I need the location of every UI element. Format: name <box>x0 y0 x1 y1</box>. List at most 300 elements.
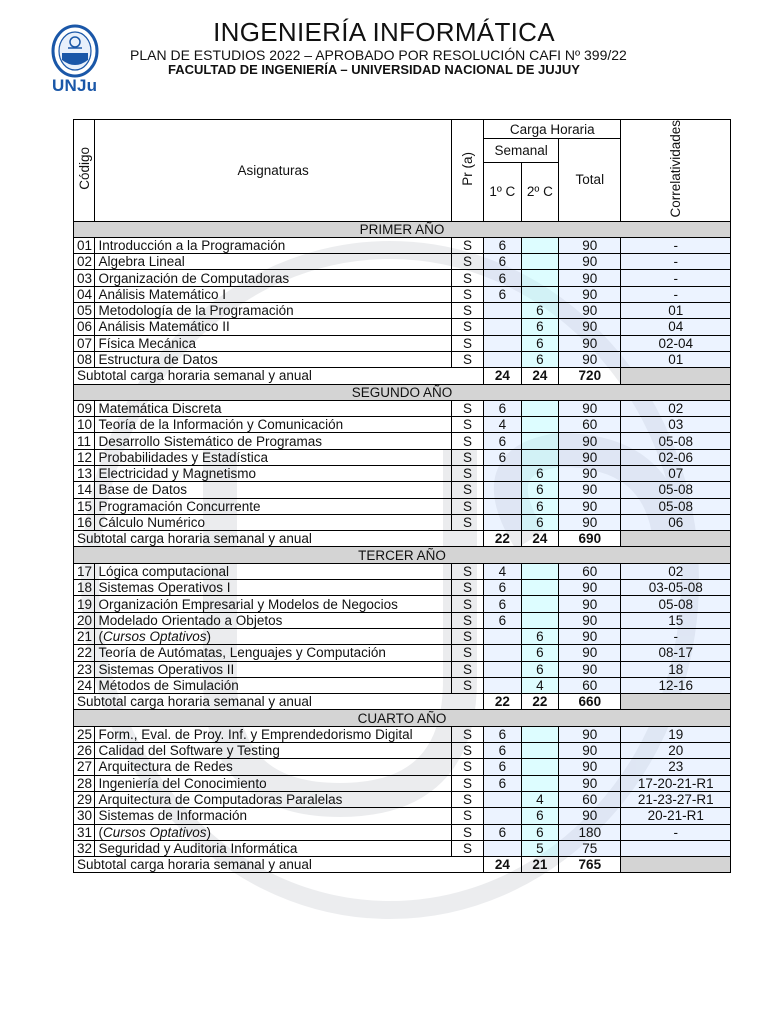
hours-total: 90 <box>559 612 621 628</box>
hours-second-term <box>521 417 559 433</box>
hours-total: 90 <box>559 319 621 335</box>
subject-correlatives: 05-08 <box>621 433 731 449</box>
subject-row <box>74 775 731 791</box>
subject-name: Arquitectura de Computadoras Paralelas <box>95 791 451 807</box>
subject-code: 27 <box>74 759 95 775</box>
subject-row <box>74 840 731 856</box>
subtotal-label: Subtotal carga horaria semanal y anual <box>74 531 484 547</box>
hours-total: 60 <box>559 791 621 807</box>
subject-pra: S <box>451 612 483 628</box>
subject-row <box>74 482 731 498</box>
hours-total: 90 <box>559 808 621 824</box>
subject-name: Metodología de la Programación <box>95 303 451 319</box>
subject-code: 32 <box>74 840 95 856</box>
subject-correlatives: 20 <box>621 743 731 759</box>
subject-correlatives: - <box>621 270 731 286</box>
year-title: TERCER AÑO <box>74 547 731 563</box>
subject-code: 11 <box>74 433 95 449</box>
hours-second-term <box>521 612 559 628</box>
subtotal-total: 765 <box>559 857 621 873</box>
subject-correlatives: 05-08 <box>621 596 731 612</box>
hours-total: 60 <box>559 417 621 433</box>
year-header-row <box>74 384 731 400</box>
hours-total: 90 <box>559 580 621 596</box>
hours-first-term: 6 <box>484 286 522 302</box>
hours-first-term: 6 <box>484 612 522 628</box>
subject-row <box>74 661 731 677</box>
hours-second-term: 6 <box>521 466 559 482</box>
hours-first-term: 6 <box>484 726 522 742</box>
subject-row <box>74 580 731 596</box>
hours-first-term: 4 <box>484 563 522 579</box>
subject-name: Modelado Orientado a Objetos <box>95 612 451 628</box>
subject-name: Análisis Matemático II <box>95 319 451 335</box>
hours-total: 90 <box>559 433 621 449</box>
hours-first-term <box>484 466 522 482</box>
subtotal-first-term: 22 <box>484 531 522 547</box>
subject-pra: S <box>451 808 483 824</box>
hours-first-term <box>484 628 522 644</box>
subject-row <box>74 743 731 759</box>
subject-row <box>74 677 731 693</box>
subject-pra: S <box>451 824 483 840</box>
subject-name: Organización Empresarial y Modelos de Negocios <box>95 596 451 612</box>
hours-first-term <box>484 661 522 677</box>
subject-code: 26 <box>74 743 95 759</box>
subject-name: Matemática Discreta <box>95 400 451 416</box>
hours-first-term <box>484 514 522 530</box>
hours-total: 90 <box>559 237 621 253</box>
subtotal-first-term: 24 <box>484 857 522 873</box>
subject-correlatives: 02-04 <box>621 335 731 351</box>
hours-first-term <box>484 319 522 335</box>
subject-correlatives: 02-06 <box>621 449 731 465</box>
faculty-subtitle: FACULTAD DE INGENIERÍA – UNIVERSIDAD NACIONAL DE JUJUY <box>168 62 580 77</box>
hours-total: 90 <box>559 335 621 351</box>
subject-pra: S <box>451 677 483 693</box>
subject-correlatives: 03-05-08 <box>621 580 731 596</box>
hours-first-term: 6 <box>484 743 522 759</box>
header-pra: Pr (a) <box>451 120 483 222</box>
hours-first-term: 6 <box>484 759 522 775</box>
hours-first-term <box>484 677 522 693</box>
subject-pra: S <box>451 319 483 335</box>
header-semanal: Semanal <box>484 139 559 163</box>
hours-second-term: 6 <box>521 303 559 319</box>
subject-row <box>74 759 731 775</box>
hours-second-term: 6 <box>521 808 559 824</box>
subject-row <box>74 628 731 644</box>
subject-code: 08 <box>74 351 95 367</box>
subject-code: 19 <box>74 596 95 612</box>
subject-code: 03 <box>74 270 95 286</box>
hours-second-term: 4 <box>521 677 559 693</box>
subject-row <box>74 303 731 319</box>
subject-pra: S <box>451 466 483 482</box>
subject-correlatives: 05-08 <box>621 498 731 514</box>
subject-pra: S <box>451 433 483 449</box>
subject-name: Base de Datos <box>95 482 451 498</box>
subject-pra: S <box>451 726 483 742</box>
subject-code: 13 <box>74 466 95 482</box>
subtotal-blank <box>621 531 731 547</box>
hours-first-term: 6 <box>484 270 522 286</box>
subject-row <box>74 417 731 433</box>
subject-code: 29 <box>74 791 95 807</box>
subject-correlatives: 04 <box>621 319 731 335</box>
hours-total: 90 <box>559 254 621 270</box>
hours-first-term <box>484 645 522 661</box>
hours-second-term: 6 <box>521 351 559 367</box>
hours-total: 90 <box>559 449 621 465</box>
subtotal-second-term: 22 <box>521 694 559 710</box>
hours-total: 90 <box>559 286 621 302</box>
subject-row <box>74 808 731 824</box>
subject-row <box>74 612 731 628</box>
hours-second-term <box>521 433 559 449</box>
subject-code: 18 <box>74 580 95 596</box>
hours-first-term <box>484 791 522 807</box>
subject-code: 21 <box>74 628 95 644</box>
subject-row <box>74 514 731 530</box>
subject-code: 30 <box>74 808 95 824</box>
subtotal-second-term: 24 <box>521 368 559 384</box>
subject-pra: S <box>451 482 483 498</box>
subject-pra: S <box>451 335 483 351</box>
subject-pra: S <box>451 400 483 416</box>
hours-second-term <box>521 286 559 302</box>
subject-pra: S <box>451 628 483 644</box>
subject-row <box>74 726 731 742</box>
subject-row <box>74 400 731 416</box>
header-subjects: Asignaturas <box>95 120 451 222</box>
hours-first-term: 4 <box>484 417 522 433</box>
subject-row <box>74 286 731 302</box>
subject-correlatives: 08-17 <box>621 645 731 661</box>
subject-row <box>74 319 731 335</box>
hours-first-term: 6 <box>484 824 522 840</box>
subject-code: 22 <box>74 645 95 661</box>
hours-first-term: 6 <box>484 400 522 416</box>
subject-name: Programación Concurrente <box>95 498 451 514</box>
subject-row <box>74 596 731 612</box>
subject-pra: S <box>451 498 483 514</box>
subject-name: Sistemas Operativos II <box>95 661 451 677</box>
subject-code: 24 <box>74 677 95 693</box>
subject-row <box>74 791 731 807</box>
hours-total: 90 <box>559 514 621 530</box>
hours-second-term: 4 <box>521 791 559 807</box>
hours-second-term: 6 <box>521 628 559 644</box>
subject-row <box>74 645 731 661</box>
subject-name: Estructura de Datos <box>95 351 451 367</box>
hours-total: 90 <box>559 482 621 498</box>
subject-name: (Cursos Optativos) <box>95 824 451 840</box>
year-title: CUARTO AÑO <box>74 710 731 726</box>
subject-name: Organización de Computadoras <box>95 270 451 286</box>
plan-subtitle: PLAN DE ESTUDIOS 2022 – APROBADO POR RESOLUCIÓN CAFI Nº 399/22 <box>130 47 627 63</box>
subtotal-second-term: 21 <box>521 857 559 873</box>
hours-total: 90 <box>559 661 621 677</box>
subject-row <box>74 563 731 579</box>
subject-code: 15 <box>74 498 95 514</box>
subject-pra: S <box>451 254 483 270</box>
hours-first-term <box>484 303 522 319</box>
subtotal-row <box>74 531 731 547</box>
hours-second-term: 6 <box>521 661 559 677</box>
hours-first-term <box>484 351 522 367</box>
hours-total: 90 <box>559 303 621 319</box>
page-title: INGENIERÍA INFORMÁTICA <box>213 17 555 47</box>
subject-code: 20 <box>74 612 95 628</box>
hours-total: 90 <box>559 743 621 759</box>
hours-second-term <box>521 237 559 253</box>
subject-code: 01 <box>74 237 95 253</box>
hours-first-term <box>484 840 522 856</box>
hours-total: 90 <box>559 775 621 791</box>
subject-correlatives: 03 <box>621 417 731 433</box>
subject-row <box>74 254 731 270</box>
year-title: SEGUNDO AÑO <box>74 384 731 400</box>
subject-name: Algebra Lineal <box>95 254 451 270</box>
subject-correlatives: 01 <box>621 303 731 319</box>
hours-second-term <box>521 759 559 775</box>
subject-pra: S <box>451 514 483 530</box>
hours-second-term <box>521 596 559 612</box>
subject-correlatives: 20-21-R1 <box>621 808 731 824</box>
subject-correlatives: - <box>621 628 731 644</box>
hours-total: 90 <box>559 498 621 514</box>
subject-name: Sistemas Operativos I <box>95 580 451 596</box>
subtotal-total: 660 <box>559 694 621 710</box>
hours-first-term: 6 <box>484 237 522 253</box>
subject-row <box>74 433 731 449</box>
subject-row <box>74 335 731 351</box>
hours-second-term: 6 <box>521 335 559 351</box>
subject-code: 04 <box>74 286 95 302</box>
year-header-row <box>74 221 731 237</box>
subject-pra: S <box>451 303 483 319</box>
subject-correlatives: 19 <box>621 726 731 742</box>
hours-second-term: 6 <box>521 514 559 530</box>
hours-first-term <box>484 335 522 351</box>
year-header-row <box>74 547 731 563</box>
hours-total: 90 <box>559 645 621 661</box>
subject-name: Lógica computacional <box>95 563 451 579</box>
subject-name: Desarrollo Sistemático de Programas <box>95 433 451 449</box>
subject-row <box>74 237 731 253</box>
hours-first-term: 6 <box>484 775 522 791</box>
subject-correlatives: 21-23-27-R1 <box>621 791 731 807</box>
curriculum-table <box>73 119 731 873</box>
subject-code: 16 <box>74 514 95 530</box>
subject-code: 10 <box>74 417 95 433</box>
subject-name: Sistemas de Información <box>95 808 451 824</box>
subject-row <box>74 351 731 367</box>
subtotal-blank <box>621 694 731 710</box>
subject-code: 28 <box>74 775 95 791</box>
subject-name: Teoría de la Información y Comunicación <box>95 417 451 433</box>
subject-pra: S <box>451 791 483 807</box>
header-first-term: 1º C <box>484 162 522 221</box>
header-correlatividades: Correlatividades <box>621 120 731 222</box>
subject-correlatives: 23 <box>621 759 731 775</box>
subject-code: 12 <box>74 449 95 465</box>
subtotal-blank <box>621 857 731 873</box>
subject-name: Electricidad y Magnetismo <box>95 466 451 482</box>
subject-code: 07 <box>74 335 95 351</box>
hours-total: 180 <box>559 824 621 840</box>
subject-correlatives: 15 <box>621 612 731 628</box>
hours-first-term: 6 <box>484 254 522 270</box>
subject-name: Arquitectura de Redes <box>95 759 451 775</box>
subtotal-label: Subtotal carga horaria semanal y anual <box>74 368 484 384</box>
subject-correlatives: 07 <box>621 466 731 482</box>
subject-pra: S <box>451 743 483 759</box>
subject-pra: S <box>451 270 483 286</box>
hours-first-term <box>484 482 522 498</box>
subject-code: 31 <box>74 824 95 840</box>
hours-total: 90 <box>559 351 621 367</box>
subject-pra: S <box>451 237 483 253</box>
subject-pra: S <box>451 759 483 775</box>
header-second-term: 2º C <box>521 162 559 221</box>
hours-second-term <box>521 580 559 596</box>
hours-second-term: 6 <box>521 824 559 840</box>
subject-row <box>74 498 731 514</box>
subject-name: Calidad del Software y Testing <box>95 743 451 759</box>
hours-total: 60 <box>559 563 621 579</box>
year-title: PRIMER AÑO <box>74 221 731 237</box>
subject-code: 25 <box>74 726 95 742</box>
subject-name: (Cursos Optativos) <box>95 628 451 644</box>
subject-name: Introducción a la Programación <box>95 237 451 253</box>
hours-total: 90 <box>559 759 621 775</box>
subtotal-blank <box>621 368 731 384</box>
subtotal-first-term: 22 <box>484 694 522 710</box>
subject-code: 06 <box>74 319 95 335</box>
subject-row <box>74 270 731 286</box>
hours-second-term: 6 <box>521 645 559 661</box>
subject-name: Ingeniería del Conocimiento <box>95 775 451 791</box>
subject-correlatives: 17-20-21-R1 <box>621 775 731 791</box>
hours-second-term <box>521 270 559 286</box>
subject-correlatives: - <box>621 286 731 302</box>
subject-name: Teoría de Autómatas, Lenguajes y Computación <box>95 645 451 661</box>
header-code: Código <box>74 120 95 222</box>
subject-pra: S <box>451 775 483 791</box>
hours-first-term: 6 <box>484 596 522 612</box>
subtotal-label: Subtotal carga horaria semanal y anual <box>74 694 484 710</box>
hours-total: 60 <box>559 677 621 693</box>
subject-pra: S <box>451 351 483 367</box>
subtotal-row <box>74 857 731 873</box>
subject-pra: S <box>451 596 483 612</box>
hours-first-term: 6 <box>484 449 522 465</box>
subject-pra: S <box>451 580 483 596</box>
hours-second-term <box>521 563 559 579</box>
header-total: Total <box>559 139 621 222</box>
subject-row <box>74 449 731 465</box>
subject-pra: S <box>451 840 483 856</box>
subtotal-total: 720 <box>559 368 621 384</box>
subtotal-label: Subtotal carga horaria semanal y anual <box>74 857 484 873</box>
subject-pra: S <box>451 645 483 661</box>
subject-name: Form., Eval. de Proy. Inf. y Emprendedorismo Digital <box>95 726 451 742</box>
subtotal-row <box>74 368 731 384</box>
hours-total: 90 <box>559 466 621 482</box>
hours-total: 90 <box>559 628 621 644</box>
hours-second-term: 6 <box>521 498 559 514</box>
hours-second-term <box>521 254 559 270</box>
header-carga-horaria: Carga Horaria <box>484 120 621 139</box>
subject-correlatives: 02 <box>621 563 731 579</box>
subject-correlatives: 06 <box>621 514 731 530</box>
subject-name: Cálculo Numérico <box>95 514 451 530</box>
subtotal-second-term: 24 <box>521 531 559 547</box>
hours-total: 90 <box>559 596 621 612</box>
hours-total: 90 <box>559 270 621 286</box>
hours-second-term <box>521 726 559 742</box>
hours-total: 90 <box>559 400 621 416</box>
subject-code: 14 <box>74 482 95 498</box>
subject-code: 23 <box>74 661 95 677</box>
subject-correlatives <box>621 840 731 856</box>
subject-name: Análisis Matemático I <box>95 286 451 302</box>
subject-correlatives: - <box>621 237 731 253</box>
subject-pra: S <box>451 286 483 302</box>
hours-second-term <box>521 449 559 465</box>
hours-second-term: 5 <box>521 840 559 856</box>
subject-code: 17 <box>74 563 95 579</box>
hours-second-term <box>521 743 559 759</box>
subject-correlatives: 18 <box>621 661 731 677</box>
subject-correlatives: 12-16 <box>621 677 731 693</box>
subject-code: 05 <box>74 303 95 319</box>
subject-code: 09 <box>74 400 95 416</box>
hours-first-term: 6 <box>484 433 522 449</box>
subject-correlatives: 01 <box>621 351 731 367</box>
subject-pra: S <box>451 661 483 677</box>
subtotal-row <box>74 694 731 710</box>
hours-second-term: 6 <box>521 319 559 335</box>
subject-pra: S <box>451 417 483 433</box>
subject-correlatives: 05-08 <box>621 482 731 498</box>
hours-second-term <box>521 400 559 416</box>
subject-name: Probabilidades y Estadística <box>95 449 451 465</box>
subject-pra: S <box>451 563 483 579</box>
year-header-row <box>74 710 731 726</box>
subject-row <box>74 466 731 482</box>
hours-second-term: 6 <box>521 482 559 498</box>
subject-correlatives: - <box>621 254 731 270</box>
hours-first-term <box>484 808 522 824</box>
subject-name: Seguridad y Auditoria Informática <box>95 840 451 856</box>
subject-name: Métodos de Simulación <box>95 677 451 693</box>
subject-name: Física Mecánica <box>95 335 451 351</box>
hours-first-term <box>484 498 522 514</box>
hours-total: 90 <box>559 726 621 742</box>
logo-text: UNJu <box>52 76 98 95</box>
subtotal-first-term: 24 <box>484 368 522 384</box>
subtotal-total: 690 <box>559 531 621 547</box>
subject-row <box>74 824 731 840</box>
hours-first-term: 6 <box>484 580 522 596</box>
subject-correlatives: 02 <box>621 400 731 416</box>
hours-second-term <box>521 775 559 791</box>
subject-pra: S <box>451 449 483 465</box>
hours-total: 75 <box>559 840 621 856</box>
